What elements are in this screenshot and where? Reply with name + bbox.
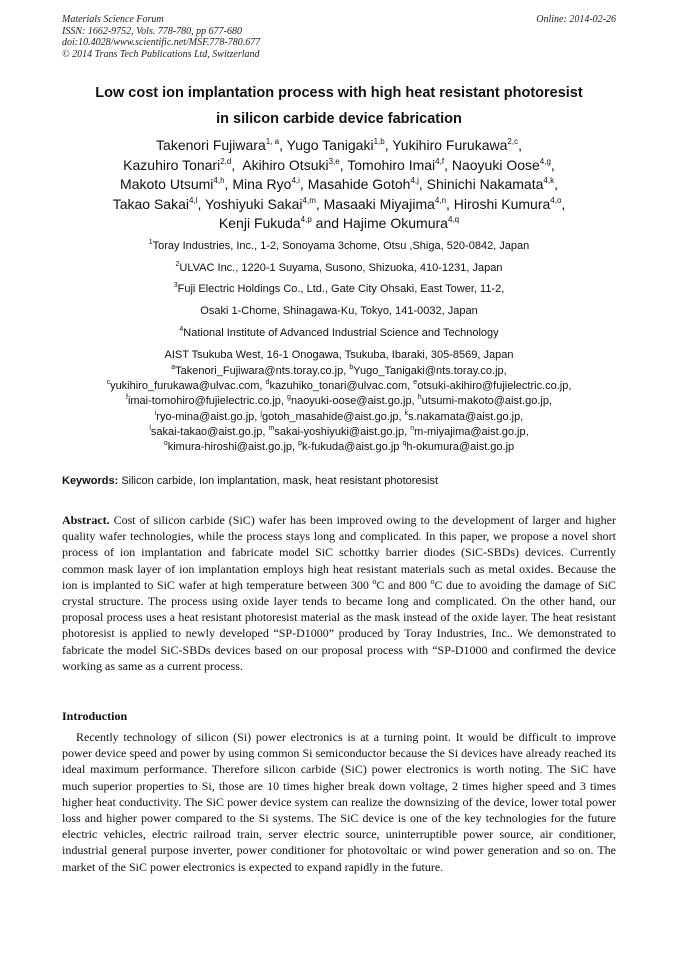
introduction-heading: Introduction <box>62 709 128 723</box>
author-name: Mina Ryo <box>232 176 292 193</box>
author-sup: 4,o <box>550 195 562 205</box>
running-header <box>62 14 616 60</box>
affiliation-line <box>40 323 638 345</box>
email-address: k-fukuda@aist.go.jp <box>302 441 400 454</box>
email-address: naoyuki-oose@aist.go.jp, <box>290 395 415 408</box>
abstract-text: C and 800 <box>376 577 431 592</box>
author-name: Naoyuki Oose <box>451 156 540 173</box>
email-address: imai-tomohiro@fujielectric.co.jp, <box>127 395 284 408</box>
author-sup: 4,p <box>300 215 312 225</box>
email-address: h-okumura@aist.go.jp <box>406 441 515 454</box>
email-address: sakai-yoshiyuki@aist.go.jp, <box>274 425 408 438</box>
author-name: Hajime Okumura <box>342 215 448 232</box>
abstract-text: Cost of silicon carbide (SiC) wafer has been improved owing to the development of larger and higher quality wafer technologies, while the process stays long and complicated. In this paper, we propose a novel short process of ion implantation and fabricate model SiC schottky barrier diodes (SiC-SBDs) devices. Currently common mask layer of ion implantation employs high heat resistant materials such as metal oxides. Because the ion is implanted to SiC wafer at high temperature between 300 <box>62 513 617 592</box>
email-address: Takenori_Fujiwara@nts.toray.co.jp, <box>175 365 347 377</box>
author-name: Yukihiro Furukawa <box>392 137 508 153</box>
affiliation-line <box>40 236 638 258</box>
author-sup: 4,f <box>435 156 445 166</box>
abstract-label: Abstract. <box>62 513 110 527</box>
author-sup: 4,q <box>447 215 460 225</box>
email-address: yukihiro_furukawa@ulvac.com, <box>110 380 263 393</box>
author-name: Shinichi Nakamata <box>426 176 544 193</box>
author-sup: 1, a <box>265 137 280 146</box>
author-name: Yoshiyuki Sakai <box>204 195 303 212</box>
email-address: ryo-mina@aist.go.jp, <box>156 410 258 423</box>
degree-sup: o <box>372 576 377 586</box>
author-name: Kenji Fukuda <box>218 215 301 232</box>
author-sup: 4,n <box>434 195 447 205</box>
affiliation-sup: 4 <box>179 325 184 333</box>
email-sup: c <box>106 379 111 387</box>
affiliation-list <box>40 236 638 366</box>
keywords <box>62 474 616 488</box>
author-sup: 4,m <box>302 195 316 205</box>
email-address: Yugo_Tanigaki@nts.toray.co.jp, <box>353 365 507 377</box>
author-name: Akihiro Otsuki <box>242 156 329 173</box>
paper-title <box>40 80 638 132</box>
affiliation-text: Fuji Electric Holdings Co., Ltd., Gate City Ohsaki, East Tower, 11-2, <box>177 283 505 296</box>
title-line-2: in silicon carbide device fabrication <box>216 111 462 127</box>
author-sup: 4,j <box>410 176 419 186</box>
author-name: Takenori Fujiwara <box>156 137 266 153</box>
author-line: Kazuhiro Tonari$^{2,d}$, Akihiro Otsuki$^{3,e}$, Tomohiro Imai$^{4,f}$, Naoyuki Oose$^{4,g}$, <box>123 156 555 173</box>
email-sup: j <box>260 409 262 417</box>
email-sup: p <box>298 440 303 448</box>
affiliation-text: National Institute of Advanced Industrial Science and Technology <box>183 326 499 339</box>
email-sup: h <box>417 394 422 402</box>
email-sup: i <box>154 409 157 417</box>
email-address: otsuki-akihiro@fujielectric.co.jp, <box>417 380 572 393</box>
author-name: Hiroshi Kumura <box>453 195 551 212</box>
author-list <box>40 136 638 234</box>
email-line <box>40 410 638 425</box>
email-sup: o <box>163 440 168 448</box>
author-line <box>40 214 638 234</box>
affiliation-line <box>40 279 638 301</box>
introduction-paragraph: Recently technology of silicon (Si) power electronics is at a turning point. It would be difficult to improve power device speed and power by using common Si semiconductor because the Si devices have already reached its ideal maximum performance. Therefore silicon carbide (SiC) power electronics is worth noting. The SiC have much superior properties to Si, those are 10 times higher break down voltage, 2 times higher speed and 3 times higher heat conductivity. The SiC power device system can realize the downsizing of the device, lower total power loss and higher power compared to the Si systems. The SiC device is one of the key technologies for the future electric vehicles, electric railroad train, server electric source, uninterruptible power source, air conditioner, industrial general purpose inverter, power conditioner for photovoltaic or wind power generation and so on. The market of the SiC power electronics is expected to expand rapidly in the future. <box>62 730 616 874</box>
email-sup: b <box>349 364 354 371</box>
author-name: Takao Sakai <box>112 195 189 212</box>
email-line <box>40 425 638 440</box>
author-name: Masaaki Miyajima <box>323 195 435 212</box>
affiliation-text: Toray Industries, Inc., 1-2, Sonoyama 3chome, Otsu ,Shiga, 520-0842, Japan <box>152 240 530 252</box>
keywords-text: Silicon carbide, Ion implantation, mask, heat resistant photoresist <box>121 475 439 487</box>
keywords-label: Keywords: <box>62 475 119 487</box>
email-line <box>40 440 638 455</box>
affiliation-line <box>40 345 638 367</box>
affiliation-text: Osaki 1-Chome, Shinagawa-Ku, Tokyo, 141-0032, Japan <box>200 305 478 318</box>
author-sup: 1,b <box>373 137 385 146</box>
email-address: kazuhiko_tonari@ulvac.com, <box>269 380 411 393</box>
doi-line: doi:10.4028/www.scientific.net/MSF.778-780.677 <box>62 37 261 48</box>
email-line <box>40 364 638 379</box>
affiliation-sup: 3 <box>173 282 178 290</box>
email-sup: g <box>287 394 291 402</box>
author-name: Makoto Utsumi <box>120 176 214 193</box>
author-name: Tomohiro Imai <box>347 156 436 173</box>
email-line <box>40 394 638 409</box>
author-and: and <box>315 215 340 232</box>
email-line <box>40 379 638 394</box>
email-sup: f <box>125 394 128 402</box>
abstract-text: C due to avoiding the damage of SiC crystal structure. The process using oxide layer tends to became long and complicated. On the other hand, our proposal process uses a heat resistant photoresist material as the mask instead of the oxide layer. The heat resistant photoresist is applied to newly developed “SP-D1000” produced by Toray Industries, Inc.. We demonstrated to fabricate the model SiC-SBDs devices based on our proposal process with “SP-D1000 and confirmed the device working as same as a current process. <box>62 577 616 673</box>
author-sup: 4,l <box>188 195 198 205</box>
author-sup: 2,d <box>220 156 232 166</box>
title-line-1: Low cost ion implantation process with high heat resistant photoresist <box>95 85 583 101</box>
email-sup: m <box>268 424 275 432</box>
author-line: Makoto Utsumi$^{4,h}$, Mina Ryo$^{4,i}$, Masahide Gotoh$^{4,j}$, Shinichi Nakamata$^{4,k}$, <box>120 176 558 193</box>
issn-line: ISSN: 1662-9752, Vols. 778-780, pp 677-680 <box>62 25 242 37</box>
email-sup: n <box>410 424 415 432</box>
affiliation-line <box>40 258 638 280</box>
author-sup: 4,g <box>539 156 551 166</box>
email-list <box>40 364 638 455</box>
journal-name: Materials Science Forum <box>62 14 164 25</box>
email-address: s.nakamata@aist.go.jp, <box>408 410 524 423</box>
author-name: Kazuhiro Tonari <box>123 156 221 173</box>
author-sup: 3,e <box>328 156 340 166</box>
abstract <box>62 512 616 674</box>
affiliation-text: AIST Tsukuba West, 16-1 Onogawa, Tsukuba, Ibaraki, 305-8569, Japan <box>164 348 514 361</box>
email-address: kimura-hiroshi@aist.go.jp, <box>167 441 296 454</box>
online-date: Online: 2014-02-26 <box>536 14 616 25</box>
email-address: sakai-takao@aist.go.jp, <box>150 425 266 438</box>
affiliation-sup: 2 <box>175 260 180 268</box>
author-line: Takenori Fujiwara$^{1, a}$, Yugo Tanigaki$^{1,b}$, Yukihiro Furukawa$^{2,c}$, <box>156 137 522 153</box>
author-sup: 4,h <box>213 176 225 186</box>
author-line: Takao Sakai$^{4,l}$, Yoshiyuki Sakai$^{4,m}$, Masaaki Miyajima$^{4,n}$, Hiroshi Kumura$^{4,o}$, <box>112 195 566 212</box>
email-address: m-miyajima@aist.go.jp, <box>414 425 529 438</box>
email-sup: k <box>404 409 409 417</box>
author-sup: 2,c <box>507 137 519 146</box>
affiliation-sup: 1 <box>148 239 153 246</box>
email-sup: q <box>402 440 407 448</box>
email-sup: e <box>413 379 418 387</box>
email-sup: d <box>265 379 270 387</box>
email-address: utsumi-makoto@aist.go.jp, <box>421 395 552 408</box>
author-sup: 4,i <box>291 176 300 186</box>
affiliation-text: ULVAC Inc., 1220-1 Suyama, Susono, Shizuoka, 410-1231, Japan <box>179 261 503 274</box>
copyright-line: © 2014 Trans Tech Publications Ltd, Switzerland <box>62 48 260 60</box>
email-sup: l <box>149 424 151 432</box>
author-name: Yugo Tanigaki <box>286 137 374 153</box>
affiliation-line <box>40 301 638 323</box>
author-sup: 4,k <box>543 176 555 186</box>
email-sup: a <box>171 364 176 371</box>
degree-sup: o <box>430 576 435 586</box>
author-name: Masahide Gotoh <box>307 176 411 193</box>
email-address: gotoh_masahide@aist.go.jp, <box>261 410 402 423</box>
